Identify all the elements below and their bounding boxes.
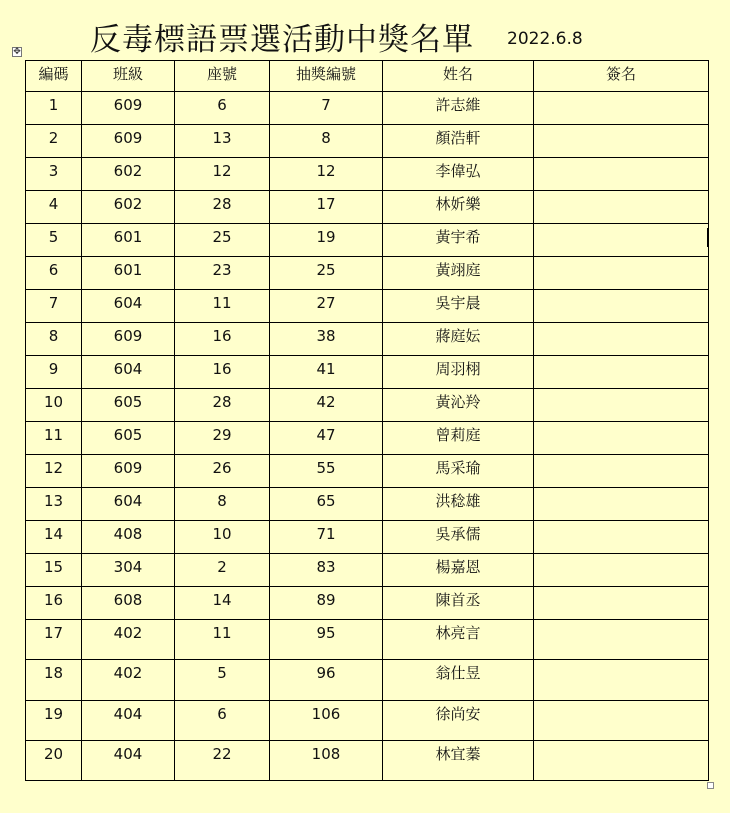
cell-signature[interactable] bbox=[534, 290, 709, 323]
cell-name: 蔣庭妘 bbox=[383, 323, 534, 356]
cell-draw-number: 95 bbox=[270, 620, 383, 660]
cell-id: 7 bbox=[26, 290, 82, 323]
cell-signature[interactable] bbox=[534, 257, 709, 290]
cell-seat: 16 bbox=[175, 323, 270, 356]
cell-id: 14 bbox=[26, 521, 82, 554]
cell-name: 林亮言 bbox=[383, 620, 534, 660]
cell-draw-number: 55 bbox=[270, 455, 383, 488]
cell-class: 609 bbox=[82, 92, 175, 125]
cell-seat: 14 bbox=[175, 587, 270, 620]
cell-id: 4 bbox=[26, 191, 82, 224]
table-row bbox=[26, 620, 709, 660]
cell-draw-number: 71 bbox=[270, 521, 383, 554]
cell-draw-number: 89 bbox=[270, 587, 383, 620]
cell-id: 5 bbox=[26, 224, 82, 257]
cell-name: 黃翊庭 bbox=[383, 257, 534, 290]
cell-id: 13 bbox=[26, 488, 82, 521]
cell-signature[interactable] bbox=[534, 660, 709, 701]
cell-seat: 26 bbox=[175, 455, 270, 488]
cell-name: 吳承儒 bbox=[383, 521, 534, 554]
table-row bbox=[26, 224, 709, 257]
cell-draw-number: 8 bbox=[270, 125, 383, 158]
table-row bbox=[26, 290, 709, 323]
cell-seat: 13 bbox=[175, 125, 270, 158]
table-header-row bbox=[26, 61, 709, 92]
cell-id: 12 bbox=[26, 455, 82, 488]
table-row bbox=[26, 158, 709, 191]
cell-class: 605 bbox=[82, 389, 175, 422]
cell-seat: 29 bbox=[175, 422, 270, 455]
table-row bbox=[26, 422, 709, 455]
table-row bbox=[26, 92, 709, 125]
cell-class: 609 bbox=[82, 323, 175, 356]
table-row bbox=[26, 356, 709, 389]
table-row bbox=[26, 455, 709, 488]
cell-id: 18 bbox=[26, 660, 82, 701]
cell-name: 曾莉庭 bbox=[383, 422, 534, 455]
cell-class: 408 bbox=[82, 521, 175, 554]
cell-signature[interactable] bbox=[534, 701, 709, 741]
cell-signature[interactable] bbox=[534, 741, 709, 781]
cell-name: 黃宇希 bbox=[383, 224, 534, 257]
cell-draw-number: 38 bbox=[270, 323, 383, 356]
cell-signature[interactable] bbox=[534, 620, 709, 660]
cell-id: 15 bbox=[26, 554, 82, 587]
cell-class: 605 bbox=[82, 422, 175, 455]
cell-id: 11 bbox=[26, 422, 82, 455]
cell-draw-number: 19 bbox=[270, 224, 383, 257]
column-header-name: 姓名 bbox=[383, 61, 534, 92]
cell-seat: 10 bbox=[175, 521, 270, 554]
cell-draw-number: 47 bbox=[270, 422, 383, 455]
table-row bbox=[26, 587, 709, 620]
table-row bbox=[26, 323, 709, 356]
cell-name: 周羽栩 bbox=[383, 356, 534, 389]
cell-signature[interactable] bbox=[534, 224, 709, 257]
cell-draw-number: 96 bbox=[270, 660, 383, 701]
table-resize-handle-icon[interactable] bbox=[707, 782, 714, 789]
cell-signature[interactable] bbox=[534, 92, 709, 125]
cell-id: 19 bbox=[26, 701, 82, 741]
cell-class: 609 bbox=[82, 455, 175, 488]
cell-name: 李偉弘 bbox=[383, 158, 534, 191]
cell-signature[interactable] bbox=[534, 389, 709, 422]
cell-signature[interactable] bbox=[534, 125, 709, 158]
cell-class: 602 bbox=[82, 191, 175, 224]
cell-name: 林妡樂 bbox=[383, 191, 534, 224]
cell-seat: 6 bbox=[175, 92, 270, 125]
document-date: 2022.6.8 bbox=[507, 29, 583, 49]
cell-class: 609 bbox=[82, 125, 175, 158]
cell-signature[interactable] bbox=[534, 521, 709, 554]
cell-id: 16 bbox=[26, 587, 82, 620]
table-row bbox=[26, 125, 709, 158]
cell-name: 顏浩軒 bbox=[383, 125, 534, 158]
cell-class: 602 bbox=[82, 158, 175, 191]
cell-class: 604 bbox=[82, 356, 175, 389]
table-row bbox=[26, 701, 709, 741]
cell-draw-number: 65 bbox=[270, 488, 383, 521]
cell-signature[interactable] bbox=[534, 356, 709, 389]
winners-table bbox=[25, 60, 709, 781]
cell-signature[interactable] bbox=[534, 587, 709, 620]
table-move-handle-icon[interactable]: ✥ bbox=[13, 47, 21, 57]
cell-signature[interactable] bbox=[534, 422, 709, 455]
cell-class: 402 bbox=[82, 620, 175, 660]
cell-name: 許志維 bbox=[383, 92, 534, 125]
cell-draw-number: 12 bbox=[270, 158, 383, 191]
cell-id: 3 bbox=[26, 158, 82, 191]
cell-draw-number: 108 bbox=[270, 741, 383, 781]
column-header-draw-number: 抽獎編號 bbox=[270, 61, 383, 92]
cell-seat: 16 bbox=[175, 356, 270, 389]
cell-seat: 25 bbox=[175, 224, 270, 257]
cell-draw-number: 7 bbox=[270, 92, 383, 125]
cell-signature[interactable] bbox=[534, 191, 709, 224]
cell-seat: 23 bbox=[175, 257, 270, 290]
cell-name: 陳首丞 bbox=[383, 587, 534, 620]
cell-id: 6 bbox=[26, 257, 82, 290]
cell-seat: 12 bbox=[175, 158, 270, 191]
column-header-class: 班級 bbox=[82, 61, 175, 92]
cell-name: 吳宇晨 bbox=[383, 290, 534, 323]
table-row bbox=[26, 554, 709, 587]
cell-class: 402 bbox=[82, 660, 175, 701]
cell-class: 604 bbox=[82, 488, 175, 521]
cell-class: 608 bbox=[82, 587, 175, 620]
column-header-signature: 簽名 bbox=[534, 61, 709, 92]
cell-name: 徐尚安 bbox=[383, 701, 534, 741]
cell-seat: 2 bbox=[175, 554, 270, 587]
cell-signature[interactable] bbox=[534, 554, 709, 587]
cell-seat: 6 bbox=[175, 701, 270, 741]
cell-id: 20 bbox=[26, 741, 82, 781]
table-row bbox=[26, 741, 709, 781]
table-row bbox=[26, 257, 709, 290]
column-header-id: 編碼 bbox=[26, 61, 82, 92]
cell-class: 404 bbox=[82, 741, 175, 781]
cell-name: 楊嘉恩 bbox=[383, 554, 534, 587]
cell-class: 604 bbox=[82, 290, 175, 323]
table-row bbox=[26, 521, 709, 554]
table-row bbox=[26, 488, 709, 521]
cell-name: 洪稔雄 bbox=[383, 488, 534, 521]
cell-seat: 11 bbox=[175, 290, 270, 323]
cell-signature[interactable] bbox=[534, 158, 709, 191]
cell-draw-number: 25 bbox=[270, 257, 383, 290]
table-row bbox=[26, 191, 709, 224]
cell-id: 1 bbox=[26, 92, 82, 125]
cell-class: 601 bbox=[82, 224, 175, 257]
cell-id: 17 bbox=[26, 620, 82, 660]
cell-id: 2 bbox=[26, 125, 82, 158]
cell-name: 翁仕昱 bbox=[383, 660, 534, 701]
cell-name: 馬采瑜 bbox=[383, 455, 534, 488]
cell-draw-number: 42 bbox=[270, 389, 383, 422]
cell-id: 9 bbox=[26, 356, 82, 389]
cell-class: 404 bbox=[82, 701, 175, 741]
column-header-seat: 座號 bbox=[175, 61, 270, 92]
cell-signature[interactable] bbox=[534, 488, 709, 521]
cell-seat: 8 bbox=[175, 488, 270, 521]
cell-name: 林宜蓁 bbox=[383, 741, 534, 781]
cell-name: 黃沁羚 bbox=[383, 389, 534, 422]
cell-draw-number: 106 bbox=[270, 701, 383, 741]
cell-seat: 28 bbox=[175, 191, 270, 224]
cell-draw-number: 27 bbox=[270, 290, 383, 323]
cell-draw-number: 41 bbox=[270, 356, 383, 389]
cell-class: 601 bbox=[82, 257, 175, 290]
table-row bbox=[26, 389, 709, 422]
page-title: 反毒標語票選活動中獎名單 bbox=[90, 22, 474, 58]
cell-draw-number: 17 bbox=[270, 191, 383, 224]
cell-id: 8 bbox=[26, 323, 82, 356]
cell-seat: 28 bbox=[175, 389, 270, 422]
cell-id: 10 bbox=[26, 389, 82, 422]
cell-class: 304 bbox=[82, 554, 175, 587]
cell-seat: 11 bbox=[175, 620, 270, 660]
cell-draw-number: 83 bbox=[270, 554, 383, 587]
cell-seat: 5 bbox=[175, 660, 270, 701]
cell-seat: 22 bbox=[175, 741, 270, 781]
table-row bbox=[26, 660, 709, 701]
cell-signature[interactable] bbox=[534, 323, 709, 356]
cell-signature[interactable] bbox=[534, 455, 709, 488]
